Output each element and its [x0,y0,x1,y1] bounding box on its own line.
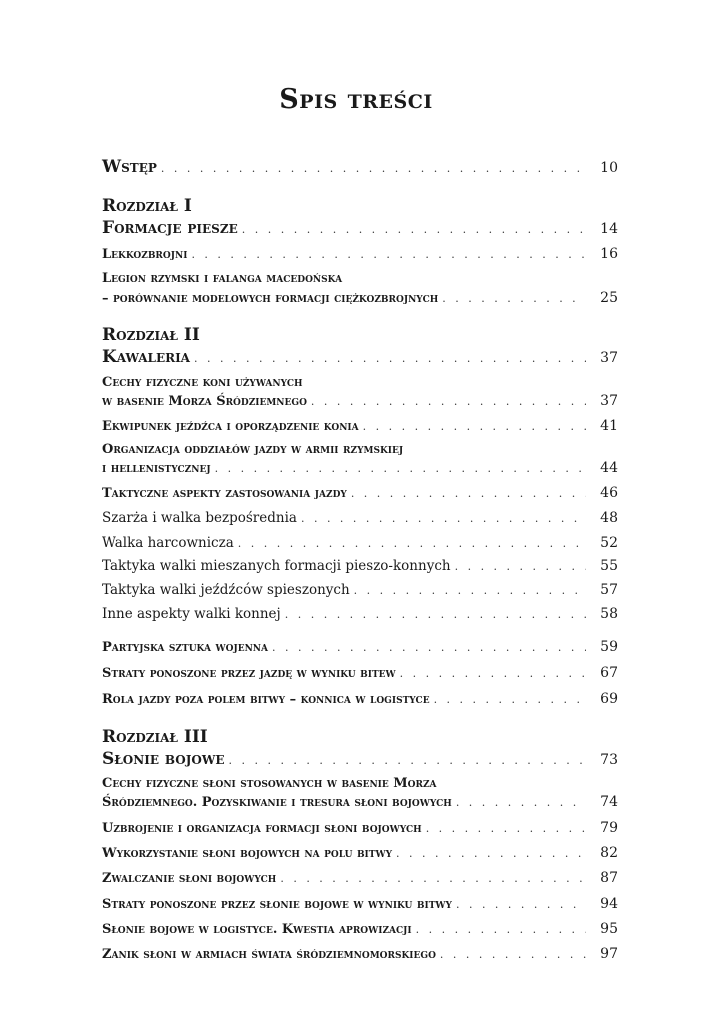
toc-entry[interactable] [102,896,618,912]
leader-dots [242,223,586,236]
toc-entry[interactable] [102,820,618,836]
toc-page-number: 79 [600,820,618,836]
toc-page-number: 57 [600,582,618,598]
leader-dots [442,292,586,305]
leader-dots [238,537,586,550]
toc-entry-label: Straty ponoszone przez słonie bojowe w wyniku bitwy [102,897,452,912]
toc-entry-label: Taktyka walki jeźdźców spieszonych [102,582,350,598]
toc-entry-label: Śródziemnego. Pozyskiwanie i tresura słoni bojowych [102,795,452,810]
toc-entry-label: Słonie bojowe [102,749,225,769]
toc-page-number: 37 [600,350,618,366]
toc-entry-label: i hellenistycznej [102,461,211,476]
toc-entry[interactable] [102,606,618,622]
toc-page-number: 82 [600,845,618,861]
toc-page-number: 87 [600,870,618,886]
toc-entry[interactable] [102,460,618,476]
leader-dots [396,847,586,860]
toc-entry[interactable] [102,921,618,937]
toc-entry-line1: Organizacja oddziałów jazdy w armii rzymskiej [102,442,404,457]
toc-page-number: 59 [600,639,618,655]
toc-entry-label: Straty ponoszone przez jazdę w wyniku bitew [102,666,396,681]
leader-dots [194,352,586,365]
toc-page-number: 58 [600,606,618,622]
toc-page-number: 74 [600,794,618,810]
toc-entry-label: w basenie Morza Śródziemnego [102,394,307,409]
leader-dots [434,693,586,706]
toc-entry[interactable] [102,665,618,681]
chapter-heading: Rozdział I [102,196,192,216]
toc-page-number: 97 [600,946,618,962]
toc-entry-line1: Legion rzymski i falanga macedońska [102,271,343,286]
leader-dots [354,584,586,597]
leader-dots [191,248,586,261]
toc-entry[interactable] [102,870,618,886]
toc-entry-label: Rola jazdy poza polem bitwy – konnica w logistyce [102,692,430,707]
toc-entry[interactable] [102,845,618,861]
toc-entry-chapter-title[interactable] [102,749,618,769]
toc-page-number: 44 [600,460,618,476]
toc-page-number: 41 [600,418,618,434]
toc-entry[interactable] [102,558,618,574]
toc-entry-label: Taktyczne aspekty zastosowania jazdy [102,486,347,501]
toc-entry-label: Uzbrojenie i organizacja formacji słoni bojowych [102,821,422,836]
toc-page-number: 16 [600,246,618,262]
toc-entry[interactable] [102,691,618,707]
toc-entry-label: Taktyka walki mieszanych formacji pieszo-konnych [102,558,451,574]
leader-dots [363,420,586,433]
toc-page-number: 48 [600,510,618,526]
leader-dots [351,487,586,500]
toc-page-number: 25 [600,290,618,306]
toc-page-number: 10 [600,160,618,176]
toc-entry[interactable] [102,535,618,551]
toc-entry-label: Lekkozbrojni [102,247,188,262]
toc-entry-label: Zwalczanie słoni bojowych [102,871,277,886]
toc-entry-label: Walka harcownicza [102,535,234,551]
toc-entry-chapter-title[interactable] [102,347,618,367]
toc-page-number: 46 [600,485,618,501]
toc-entry-label: Inne aspekty walki konnej [102,606,281,622]
toc-entry-label: Kawaleria [102,347,190,367]
toc-entry-label: – porównanie modelowych formacji ciężkozbrojnych [102,291,439,306]
toc-page-number: 37 [600,393,618,409]
toc-page-number: 55 [600,558,618,574]
leader-dots [301,512,586,525]
toc-entry[interactable] [102,246,618,262]
toc-page-number: 14 [600,221,618,237]
leader-dots [280,872,586,885]
leader-dots [400,667,586,680]
toc-entry-label: Słonie bojowe w logistyce. Kwestia aprowizacji [102,922,412,937]
toc-entry-intro[interactable] [102,157,618,177]
page-title: Spis treści [279,84,433,115]
toc-entry[interactable] [102,946,618,962]
toc-entry-line1: Cechy fizyczne słoni stosowanych w basenie Morza [102,776,437,791]
leader-dots [215,462,586,475]
leader-dots [416,923,586,936]
toc-entry-label: Szarża i walka bezpośrednia [102,510,297,526]
toc-entry-label: Partyjska sztuka wojenna [102,640,269,655]
toc-page-number: 73 [600,752,618,768]
toc-entry[interactable] [102,794,618,810]
toc-entry[interactable] [102,290,618,306]
toc-page-number: 95 [600,921,618,937]
toc-page-number: 67 [600,665,618,681]
toc-entry[interactable] [102,393,618,409]
toc-entry[interactable] [102,510,618,526]
toc-page-number: 52 [600,535,618,551]
leader-dots [440,948,586,961]
leader-dots [272,641,586,654]
toc-entry-label: Formacje piesze [102,218,238,238]
leader-dots [426,822,586,835]
toc-entry[interactable] [102,418,618,434]
leader-dots [311,395,586,408]
toc-page-number: 94 [600,896,618,912]
chapter-heading: Rozdział III [102,727,208,747]
leader-dots [228,754,586,767]
toc-entry-label: Ekwipunek jeźdźca i oporządzenie konia [102,419,359,434]
chapter-heading: Rozdział II [102,325,200,345]
toc-entry-label: Zanik słoni w armiach świata śródziemnomorskiego [102,947,436,962]
toc-entry[interactable] [102,639,618,655]
toc-entry-line1: Cechy fizyczne koni używanych [102,375,303,390]
leader-dots [456,898,586,911]
toc-entry-label: Wstęp [102,157,157,177]
toc-entry[interactable] [102,582,618,598]
leader-dots [455,560,586,573]
leader-dots [456,796,586,809]
toc-page-number: 69 [600,691,618,707]
toc-entry-label: Wykorzystanie słoni bojowych na polu bitwy [102,846,392,861]
toc-entry-chapter-title[interactable] [102,218,618,238]
leader-dots [161,162,586,175]
leader-dots [285,608,586,621]
toc-entry[interactable] [102,485,618,501]
